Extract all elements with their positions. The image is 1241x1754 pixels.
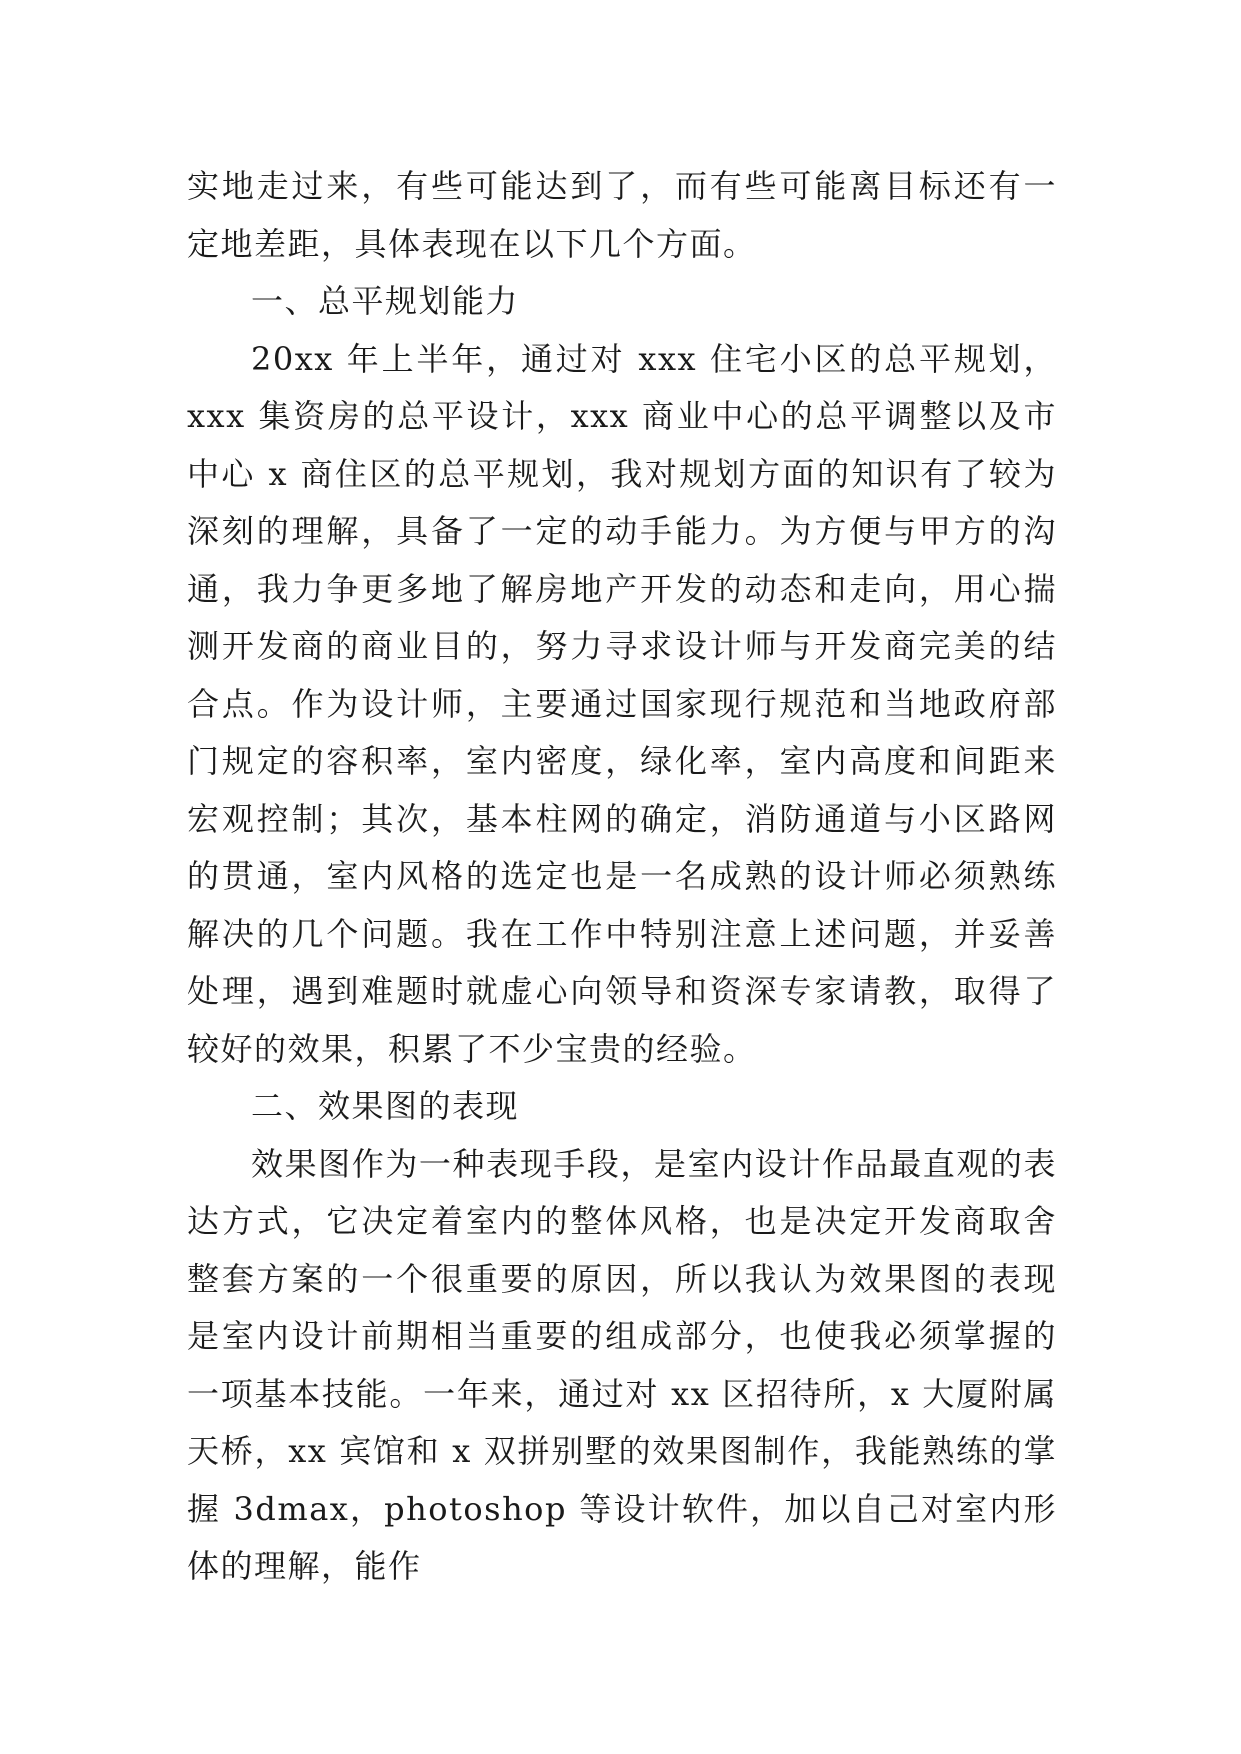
section-heading-1: 一、总平规划能力 bbox=[251, 282, 520, 320]
section-heading-2: 二、效果图的表现 bbox=[251, 1087, 520, 1125]
body-paragraph-3: 效果图作为一种表现手段，是室内设计作品最直观的表达方式，它决定着室内的整体风格，也是决定开发商取舍整套方案的一个很重要的原因，所以我认为效果图的表现是室内设计前期相当重要的组成部分，也使我必须掌握的一项基本技能。一年来，通过对 xx 区招待所，x 大厦附属天桥，xx 宾馆和 x 双拼别墅的效果图制作，我能熟练的掌握 3dmax，photoshop 等设计软件，加以自己对室内形体的理解，能作 bbox=[187, 1144, 1057, 1585]
body-paragraph-1: 实地走过来，有些可能达到了，而有些可能离目标还有一定地差距，具体表现在以下几个方面。 bbox=[187, 167, 1057, 263]
body-paragraph-2: 20xx 年上半年，通过对 xxx 住宅小区的总平规划，xxx 集资房的总平设计，xxx 商业中心的总平调整以及市中心 x 商住区的总平规划，我对规划方面的知识有了较为深刻的理解，具备了一定的动手能力。为方便与甲方的沟通，我力争更多地了解房地产开发的动态和走向，用心揣测开发商的商业目的，努力寻求设计师与开发商完美的结合点。作为设计师，主要通过国家现行规范和当地政府部门规定的容积率，室内密度，绿化率，室内高度和间距来宏观控制；其次，基本柱网的确定，消防通道与小区路网的贯通，室内风格的选定也是一名成熟的设计师必须熟练解决的几个问题。我在工作中特别注意上述问题，并妥善处理，遇到难题时就虚心向领导和资深专家请教，取得了较好的效果，积累了不少宝贵的经验。 bbox=[187, 339, 1057, 1068]
document-body bbox=[187, 158, 1057, 1596]
